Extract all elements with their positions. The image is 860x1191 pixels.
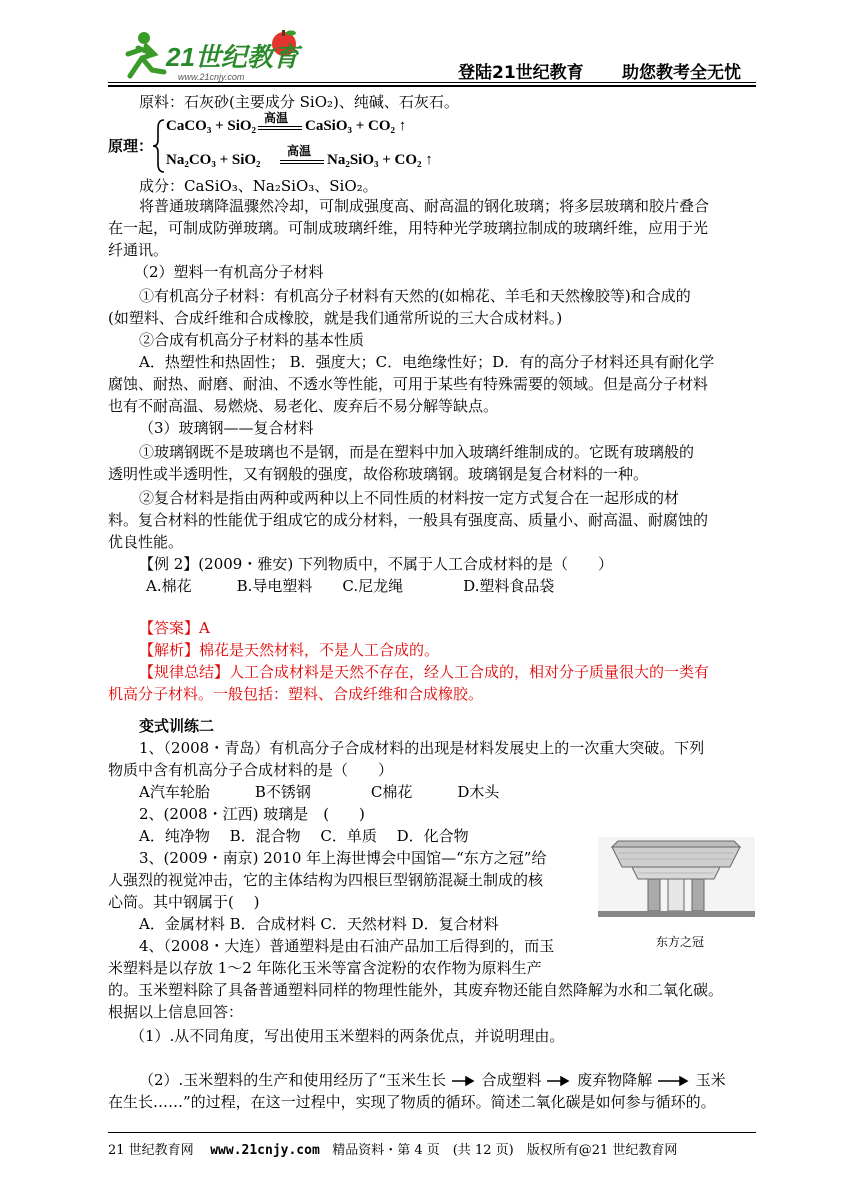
summary-line [139, 662, 709, 682]
paragraph-line: ②复合材料是指由两种或两种以上不同性质的材料按一定方式复合在一起形成的材 [139, 489, 680, 507]
paragraph-line: 优良性能。 [108, 533, 184, 551]
summary-tag: 【规律总结】 [139, 663, 230, 681]
exercise-line: 1、（2008・青岛）有机高分子合成材料的出现是材料发展史上的一次重大突破。下列 [139, 739, 705, 757]
footer-url[interactable]: www.21cnjy.com [210, 1143, 320, 1158]
paragraph-line: 纤通讯。 [108, 241, 169, 259]
arrow-right-icon [546, 1076, 572, 1086]
paragraph-line: 将普通玻璃降温骤然冷却，可制成强度高、耐高温的钢化玻璃；将多层玻璃和胶片叠合 [139, 197, 710, 215]
summary-line-2: 机高分子材料。一般包括：塑料、合成纤维和合成橡胶。 [108, 685, 484, 703]
header-rule-thin [108, 82, 756, 83]
exercise-line: 根据以上信息回答： [108, 1003, 244, 1021]
paragraph-line: (如塑料、合成纤维和合成橡胶，就是我们通常所说的三大合成材料。) [108, 309, 563, 327]
paragraph-line: 透明性或半透明性，又有钢般的强度，故俗称玻璃钢。玻璃钢是复合材料的一种。 [108, 465, 649, 483]
exercise-options: A汽车轮胎 B不锈钢 C棉花 D木头 [139, 783, 500, 801]
equation-1-left: CaCO₃ + SiO₂ [166, 118, 257, 134]
equation-1-right: CaSiO₃ + CO₂ ↑ [305, 118, 407, 134]
exercise-line: 米塑料是以存放 1～2 年陈化玉米等富含淀粉的农作物为原料生产 [108, 959, 542, 977]
equation-1-bar [258, 126, 302, 127]
arrow-right-icon [451, 1076, 477, 1086]
summary-value: 人工合成材料是天然不存在，经人工合成的，相对分子质量很大的一类有 [229, 663, 710, 681]
answer-tag: 【答案】 [139, 619, 200, 637]
exercise-line: 的。玉米塑料除了具备普通塑料同样的物理性能外，其废弃物还能自然降解为水和二氧化碳。 [108, 981, 724, 999]
exercise-options: A．纯净物 B．混合物 C．单质 D．化合物 [139, 827, 469, 845]
paragraph-line: 料。复合材料的性能优于组成它的成分材料，一般具有强度高、质量小、耐高温、耐腐蚀的 [108, 511, 709, 529]
exercise-options: A．金属材料 B．合成材料 C．天然材料 D．复合材料 [139, 915, 499, 933]
example-options: A.棉花 B.导电塑料 C.尼龙绳 D.塑料食品袋 [146, 577, 555, 595]
header-rule-thick [108, 85, 756, 87]
equation-2-left: Na₂CO₃ + SiO₂ [166, 152, 261, 168]
paragraph-line: ①有机高分子材料：有机高分子材料有天然的(如棉花、羊毛和天然橡胶等)和合成的 [139, 287, 691, 305]
image-caption: 东方之冠 [656, 935, 705, 949]
exercise-line: 物质中含有机高分子合成材料的是（ ） [108, 761, 394, 779]
paragraph-line: ①玻璃钢既不是玻璃也不是钢，而是在塑料中加入玻璃纤维制成的。它既有玻璃般的 [139, 443, 695, 461]
footer-page-info: 精品资料・第 4 页 (共 12 页) 版权所有@21 世纪教育网 [332, 1143, 678, 1158]
footer-rule [108, 1132, 756, 1133]
header-slogan-left: 登陆21世纪教育 [458, 63, 584, 83]
paragraph-line: ②合成有机高分子材料的基本性质 [139, 331, 365, 349]
paragraph-line: 也有不耐高温、易燃烧、易老化、废弃后不易分解等缺点。 [108, 397, 499, 415]
svg-text:www.21cnjy.com: www.21cnjy.com [178, 72, 245, 82]
exercise-line: 2、(2008・江西) 玻璃是 ( ) [139, 805, 365, 823]
equation-2-right: Na₂SiO₃ + CO₂ ↑ [327, 152, 433, 168]
header-slogan-right: 助您教考全无忧 [622, 63, 741, 83]
svg-text:21世纪教育: 21世纪教育 [166, 42, 299, 72]
paragraph-line: 在一起，可制成防弹玻璃。可制成玻璃纤维，用特种光学玻璃拉制成的玻璃纤维，应用于光 [108, 219, 709, 237]
principle-label: 原理： [108, 139, 154, 155]
arrow-right-icon [657, 1076, 691, 1086]
analysis-line [139, 640, 439, 660]
analysis-tag: 【解析】 [139, 641, 200, 659]
exercise-line: 4、（2008・大连）普通塑料是由石油产品加工后得到的，而玉 [139, 937, 555, 955]
analysis-value: 棉花是天然材料，不是人工合成的。 [199, 641, 440, 659]
exercise-line: 心筒。其中钢属于( ) [108, 893, 260, 911]
equation-1-condition: 高温 [264, 111, 289, 125]
answer-value: A [199, 619, 210, 637]
sub-question-2-cont: 在生长……”的过程，在这一过程中，实现了物质的循环。简述二氧化碳是如何参与循环的。 [108, 1093, 716, 1111]
china-pavilion-image [598, 837, 755, 917]
section-heading: （3）玻璃钢——复合材料 [139, 419, 314, 437]
paragraph-line: 腐蚀、耐热、耐磨、耐油、不透水等性能，可用于某些有特殊需要的领域。但是高分子材料 [108, 375, 709, 393]
brace-icon [152, 118, 166, 174]
footer [108, 1139, 677, 1158]
exercise-line: 3、(2009・南京) 2010 年上海世博会中国馆—“东方之冠”给 [139, 849, 547, 867]
sub-question-2: （2）.玉米塑料的生产和使用经历了“玉米生长 合成塑料 废弃物降解 玉米 [139, 1071, 726, 1089]
section-heading: （2）塑料一有机高分子材料 [134, 263, 324, 281]
exercise-line: 人强烈的视觉冲击，它的主体结构为四根巨型钢筋混凝土制成的核 [108, 871, 544, 889]
sub-question-1: （1）.从不同角度，写出使用玉米塑料的两条优点，并说明理由。 [130, 1027, 565, 1045]
exercise-heading: 变式训练二 [139, 717, 215, 735]
equation-2-condition: 高温 [287, 144, 312, 158]
answer-line [139, 618, 210, 638]
equation-2-bar [280, 160, 324, 161]
example-question: 【例 2】(2009・雅安) 下列物质中，不属于人工合成材料的是（ ） [139, 555, 613, 573]
composition-line: 成分：CaSiO₃、Na₂SiO₃、SiO₂。 [139, 177, 378, 195]
raw-material-line: 原料：石灰砂(主要成分 SiO₂)、纯碱、石灰石。 [139, 93, 459, 111]
site-logo [108, 28, 308, 86]
paragraph-line: A．热塑性和热固性； B．强度大；C．电绝缘性好；D．有的高分子材料还具有耐化学 [139, 353, 715, 371]
footer-left: 21 世纪教育网 [108, 1143, 194, 1158]
